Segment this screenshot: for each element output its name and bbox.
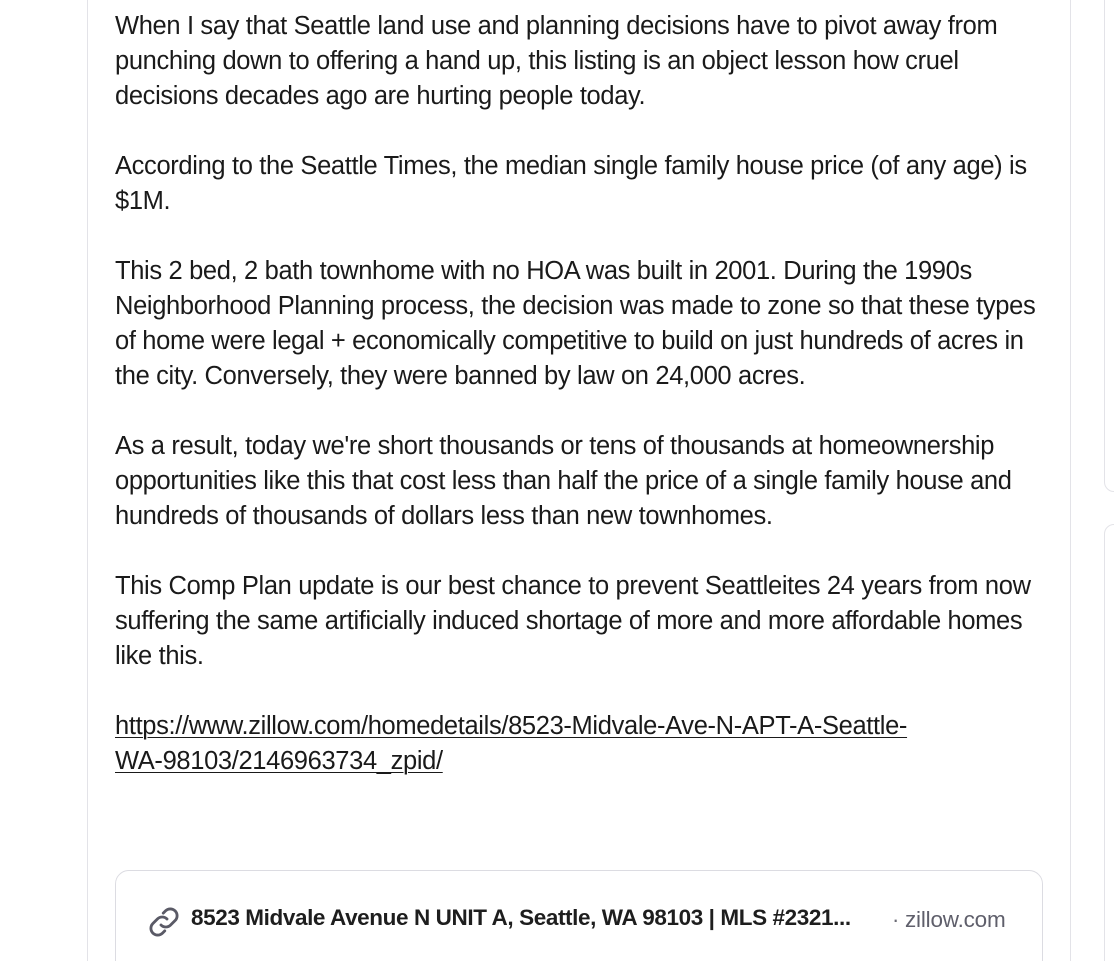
post-paragraph-1: When I say that Seattle land use and planning decisions have to pivot away from punching down to offering a hand up, this listing is an object lesson how cruel decisions decades ago are hurting people today. (115, 12, 998, 110)
link-icon (146, 904, 182, 940)
post-paragraph-5: This Comp Plan update is our best chance to prevent Seattleites 24 years from now suffering the same artificially induced shortage of more and more affordable homes like this. (115, 572, 1031, 670)
zillow-link-line-2: WA-98103/2146963734_zpid/ (115, 747, 443, 775)
link-preview-separator: · (892, 907, 900, 932)
post-paragraph-3: This 2 bed, 2 bath townhome with no HOA was built in 2001. During the 1990s Neighborhood Planning process, the decision was made to zone so that these types of home were legal + economically competitive to build on just hundreds of acres in the city. Conversely, they were banned by law on 24,000 acres. (115, 257, 1036, 390)
post-body (115, 9, 1055, 779)
zillow-link[interactable] (115, 709, 1015, 779)
link-preview-title: 8523 Midvale Avenue N UNIT A, Seattle, WA 98103 | MLS #2321... (191, 905, 851, 930)
post-paragraph-4: As a result, today we're short thousands or tens of thousands at homeownership opportunities like this that cost less than half the price of a single family house and hundreds of thousands of dollars less than new townhomes. (115, 432, 1012, 530)
post-paragraph-2: According to the Seattle Times, the median single family house price (of any age) is $1M. (115, 152, 1027, 215)
adjacent-card-bottom-edge (1104, 524, 1114, 961)
zillow-link-line-1: https://www.zillow.com/homedetails/8523-Midvale-Ave-N-APT-A-Seattle- (115, 712, 908, 740)
adjacent-card-top-edge (1104, 0, 1114, 492)
link-preview-card[interactable] (115, 870, 1043, 961)
link-preview-domain: zillow.com (905, 907, 1006, 932)
